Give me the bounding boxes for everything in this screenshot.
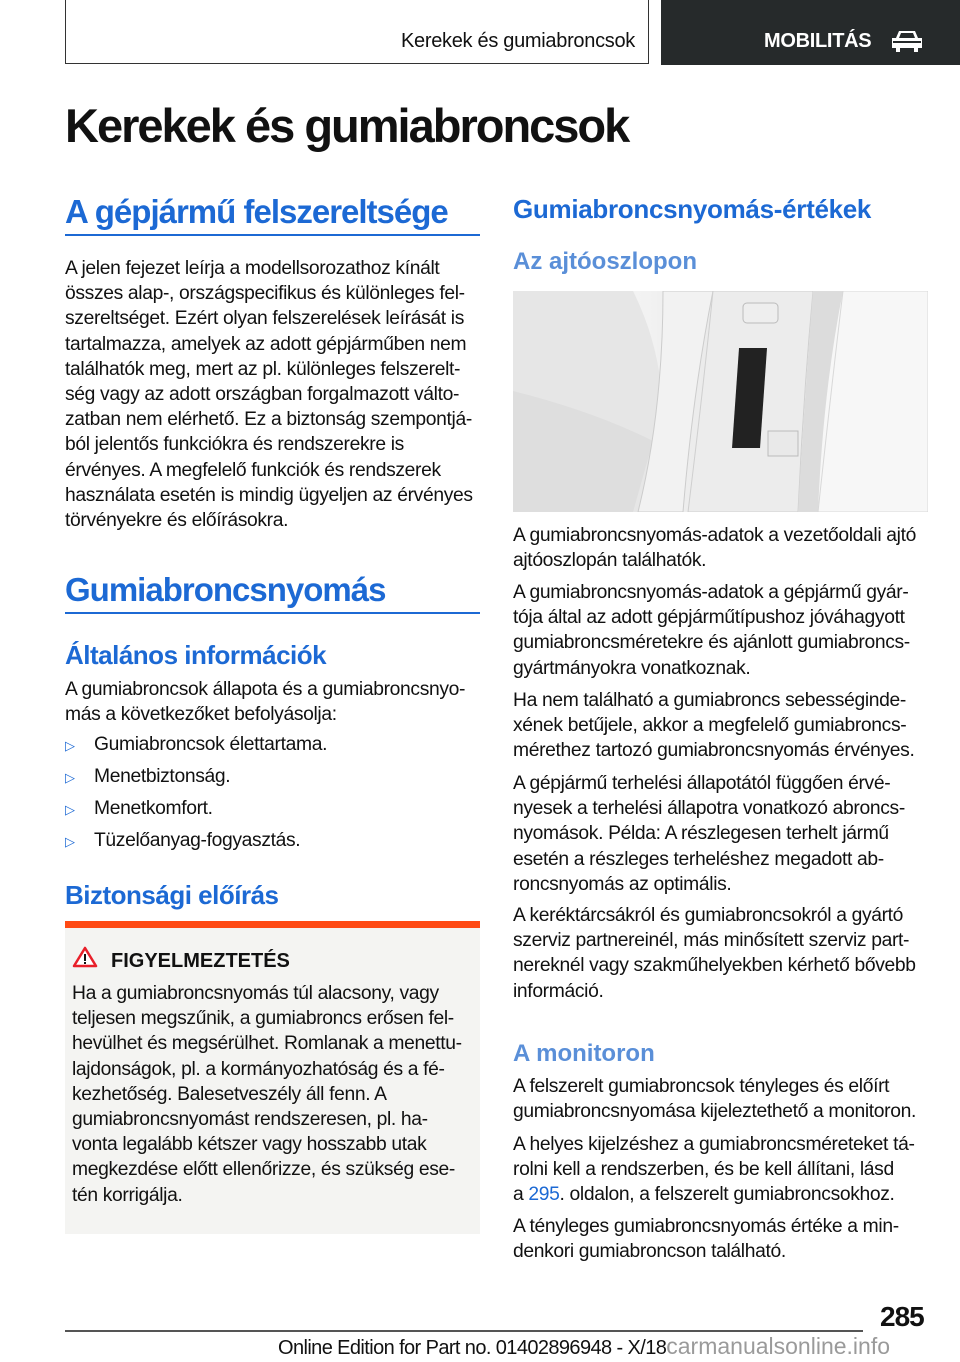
watermark-text: carmanualsonline.info — [666, 1333, 890, 1359]
text-line: A keréktárcsákról és gumiabroncsokról a gyártó — [513, 905, 904, 926]
text-line: törvényekre és előírásokra. — [65, 510, 289, 532]
chapter-label: MOBILITÁS — [764, 30, 872, 52]
pillar-text-3 — [513, 688, 933, 764]
door-pillar-illustration — [513, 291, 928, 512]
header-section-title: Kerekek és gumiabroncsok — [400, 30, 635, 52]
text-line: használata esetén is mindig ügyeljen az érvényes — [65, 484, 473, 506]
text-line: kezhetőség. Balesetveszély áll fenn. A — [72, 1083, 387, 1105]
car-icon — [890, 29, 924, 53]
text-line: információ. — [513, 980, 604, 1002]
text-line: nyesek a terhelési állapotra vonatkozó abroncs- — [513, 798, 905, 820]
text-line: gumiabroncsméretekre és ajánlott gumiabroncs- — [513, 632, 910, 654]
text-line: A gumiabroncsok állapota és a gumiabroncsnyo- — [65, 679, 466, 700]
heading-pressure-values: Gumiabroncsnyomás-értékek — [513, 194, 872, 224]
page-number: 285 — [880, 1301, 924, 1332]
text-fragment: . oldalon, a felszerelt gumiabroncsokhoz. — [559, 1184, 895, 1206]
text-line: A helyes kijelzéshez a gumiabroncsméreteket tá- — [513, 1134, 915, 1155]
monitor-text-1 — [513, 1074, 933, 1124]
text-line: zatban nem elérhető. Ez a biztonság szempontjá- — [65, 409, 472, 431]
manual-page: Kerekek és gumiabroncsok MOBILITÁS Kerekek és gumiabroncsok A gépjármű felszereltsége A jelen fejezet leírja a modellsorozathoz kínált összes alap-, országspecifikus és különleges fel- szereltséget. Ezért olyan felszerelések leírását is tartalmazza, amelyek az adott gépjárműben nem találhatók meg, mert az pl. különleges felszerelt- ség vagy az adott országban forgalmazott válto- zatban nem elérhető. Ez a biztonság szempontjá- ból jelentős funkciókra és rendszerekre is érvényes. A megfelelő funkciók és rendszerek használata esetén is mindig ügyeljen az érvényes törvényekre és előírásokra. Gumiabroncsnyomás Általános információk A gumiabroncsok állapota és a gumiabroncsnyo- más a következőket befolyásolja: ▷ Gumiabroncsok élettartama. ▷ Menetbiztonság. ▷ Menetkomfort. ▷ Tüzelőanyag-fogyasztás. Biztonsági előírás FIGYELMEZTETÉS Ha a gumiabroncsnyomás túl alacsony, vagy teljesen megszűnik, a gumiabroncs erősen fel- hevülhet és megsérülhet. Romlanak a menettu- lajdonságok, pl. a kormányozhatóság és a fé- kezhetőség. Balesetveszély áll fenn. A gumiabroncsnyomást rendszeresen, pl. ha- vonta legalább kétszer vagy hosszabb utak megkezdése előtt ellenőrizze, és szükség ese- tén korrigálja. Gumiabroncsnyomás-értékek Az ajtóoszlopon A gumiabroncsnyomás-adatok a vezetőoldali ajtó ajtóoszlopán találhatók. A gumiabroncsnyomás-adatok a gépjármű gyár- tója által az adott gépjárműtípushoz jóváhagyott gumiabroncsméretekre és ajánlott gumiabroncs- gyártmányokra vonatkoznak. Ha nem található a gumiabroncs sebességinde- xének betűjele, akkor a megfelelő gumiabroncs- mérethez tartozó gumiabroncsnyomás érvényes. A gépjármű terhelési állapotától függően érvé- nyesek a terhelési állapotra vonatkozó abroncs- nyomások. Példa: A részlegesen terhelt jármű esetén a részleges terheléshez megadott ab- roncsnyomás az optimális. A keréktárcsákról és gumiabroncsokról a gyártó szerviz partnereinél, más minősített szerviz part- nereknél vagy szakműhelyekben kérhető bővebb információ. A monitoron A felszerelt gumiabroncsok tényleges és előírt gumiabroncsnyomása kijeleztethető a monitoron. A helyes kijelzéshez a gumiabroncsméreteket tá- rolni kell a rendszerben, és be kell állítani, lásd a 295. oldalon, a felszerelt gumiabroncsokhoz. A tényleges gumiabroncsnyomás értéke a min- denkori gumiabroncson található. 285 Online Edition for Part no. 01402896948 - X/18carmanualsonline.info — [0, 0, 960, 1362]
pillar-text-5 — [513, 903, 933, 1004]
text-line: denkori gumiabroncson található. — [513, 1241, 786, 1263]
heading-door-pillar: Az ajtóoszlopon — [513, 248, 697, 275]
monitor-text-3 — [513, 1214, 933, 1264]
text-line: megkezdése előtt ellenőrizze, és szükség ese- — [72, 1159, 455, 1181]
text-line: rolni kell a rendszerben, és be kell állítani, lásd — [513, 1159, 894, 1181]
text-line: találhatók meg, mert az pl. különleges felszerelt- — [65, 358, 461, 380]
page-title: Kerekek és gumiabroncsok — [65, 99, 629, 152]
text-line: mérethez tartozó gumiabroncsnyomás érvényes. — [513, 740, 915, 762]
text-line: A jelen fejezet leírja a modellsorozathoz kínált — [65, 258, 440, 279]
text-line: hevülhet és megsérülhet. Romlanak a menettu- — [72, 1033, 462, 1055]
text-line: ajtóoszlopán találhatók. — [513, 550, 707, 572]
text-line: roncsnyomás az optimális. — [513, 873, 732, 895]
text-line: Ha nem található a gumiabroncs sebességinde- — [513, 690, 906, 711]
warning-title: FIGYELMEZTETÉS — [111, 950, 290, 972]
text-line: szereltséget. Ezért olyan felszerelések leírását is — [65, 308, 465, 330]
door-pillar-image — [513, 291, 928, 512]
triangle-bullet-icon: ▷ — [65, 738, 75, 753]
pillar-text-1 — [513, 523, 933, 573]
heading-monitor: A monitoron — [513, 1040, 655, 1067]
text-line: esetén a részleges terheléshez megadott ab- — [513, 848, 884, 870]
text-line: teljesen megszűnik, a gumiabroncs erősen fel- — [72, 1008, 454, 1030]
pillar-text-2 — [513, 580, 933, 681]
text-line: A gumiabroncsnyomás-adatok a vezetőoldali ajtó — [513, 525, 916, 546]
text-line: összes alap-, országspecifikus és különleges fel- — [65, 283, 465, 305]
text-line: érvényes. A megfelelő funkciók és rendszerek — [65, 459, 441, 481]
general-text — [65, 677, 485, 727]
text-line: más a következőket befolyásolja: — [65, 704, 337, 726]
triangle-bullet-icon: ▷ — [65, 770, 75, 785]
heading-equipment: A gépjármű felszereltsége — [65, 193, 448, 230]
text-line: vonta legalább kétszer vagy hosszabb utak — [72, 1134, 427, 1156]
text-fragment: a — [513, 1184, 529, 1206]
heading-rule — [65, 234, 480, 236]
edition-text: Online Edition for Part no. 01402896948 - X/18 — [278, 1337, 667, 1359]
text-line: gumiabroncsnyomása kijeleztethető a monitoron. — [513, 1101, 916, 1123]
footer-rule — [65, 1330, 863, 1332]
text-line: ból jelentős funkciókra és rendszerekre is — [65, 434, 404, 456]
text-line: A gépjármű terhelési állapotától függően érvé- — [513, 773, 891, 794]
text-line: xének betűjele, akkor a megfelelő gumiabroncs- — [513, 715, 907, 737]
footer-edition — [278, 1333, 890, 1360]
heading-general-info: Általános információk — [65, 640, 327, 670]
text-line — [513, 1182, 933, 1207]
heading-safety: Biztonsági előírás — [65, 880, 279, 910]
text-line: tén korrigálja. — [72, 1184, 183, 1206]
text-line: lajdonságok, pl. a kormányozhatóság és a fé- — [72, 1058, 445, 1080]
warning-text — [72, 981, 477, 1208]
text-line: tója által az adott gépjárműtípushoz jóváhagyott — [513, 607, 905, 629]
heading-rule — [65, 612, 480, 614]
text-line: A gumiabroncsnyomás-adatok a gépjármű gyár- — [513, 582, 909, 603]
page-reference-link[interactable]: 295 — [528, 1184, 560, 1206]
pillar-text-4 — [513, 771, 933, 897]
text-line: gumiabroncsnyomást rendszeresen, pl. ha- — [72, 1109, 428, 1131]
equipment-text — [65, 256, 485, 533]
text-line: tartalmazza, amelyek az adott gépjárműben nem — [65, 333, 467, 355]
text-line: gyártmányokra vonatkoznak. — [513, 657, 751, 679]
triangle-bullet-icon: ▷ — [65, 802, 75, 817]
text-line: szerviz partnereinél, más minősített szerviz part- — [513, 930, 910, 952]
text-line: nereknél vagy szakműhelyekben kérhető bővebb — [513, 955, 916, 977]
text-line: Ha a gumiabroncsnyomás túl alacsony, vagy — [72, 983, 439, 1004]
text-line: A felszerelt gumiabroncsok tényleges és előírt — [513, 1076, 890, 1097]
text-line: ség vagy az adott országban forgalmazott válto- — [65, 384, 460, 406]
triangle-bullet-icon: ▷ — [65, 834, 75, 849]
text-line: nyomások. Példa: A részlegesen terhelt jármű — [513, 823, 889, 845]
text-line: A tényleges gumiabroncsnyomás értéke a min- — [513, 1216, 899, 1237]
heading-tire-pressure: Gumiabroncsnyomás — [65, 571, 386, 608]
warning-triangle-icon — [72, 946, 98, 968]
monitor-text-2 — [513, 1132, 933, 1208]
